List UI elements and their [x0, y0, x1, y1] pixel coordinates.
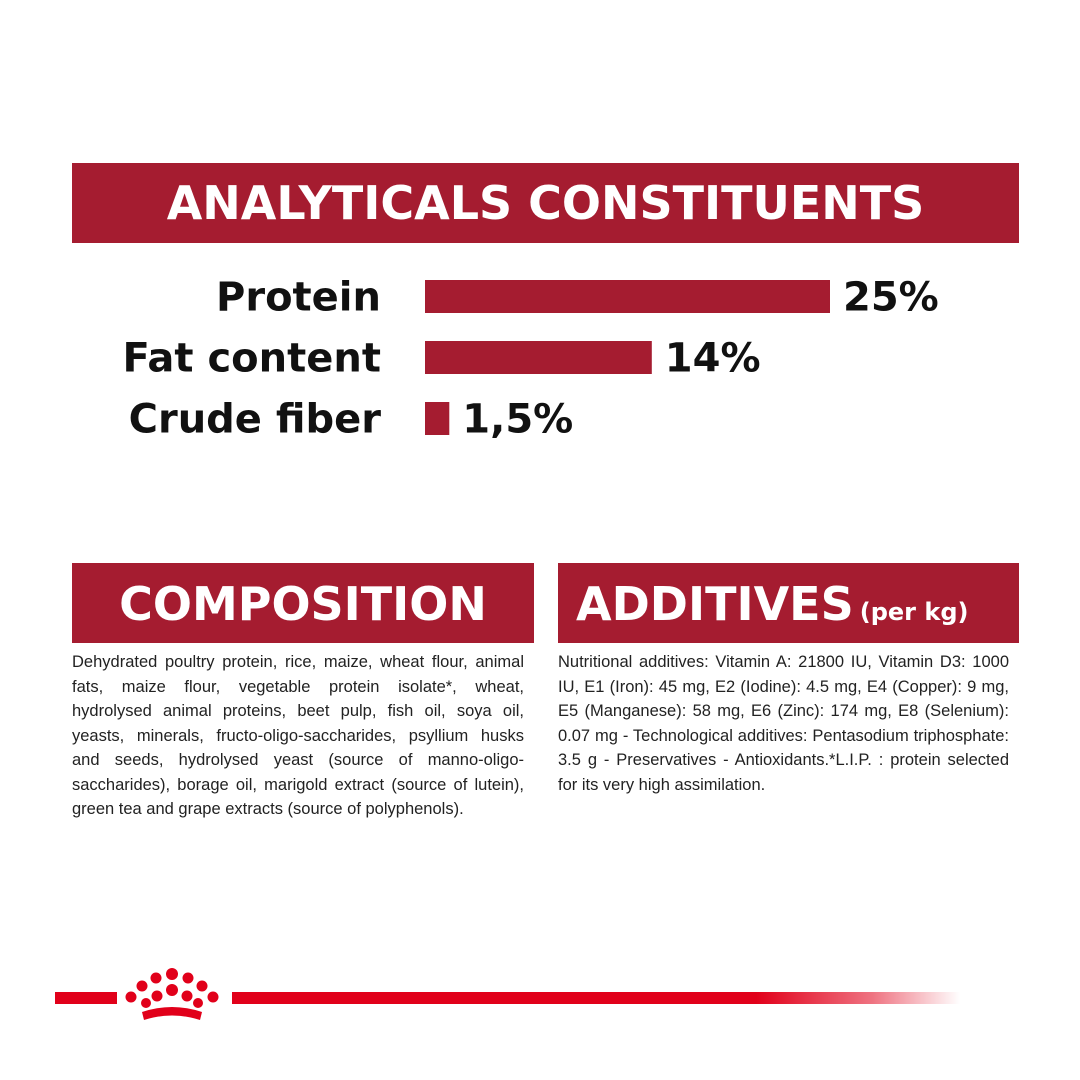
additives-heading-label: ADDITIVES	[576, 577, 854, 631]
analytical-constituents-heading: ANALYTICALS CONSTITUENTS	[72, 163, 1019, 243]
bar	[425, 280, 830, 313]
additives-heading-suffix: (per kg)	[859, 598, 969, 626]
category-label: Fat content	[122, 335, 381, 382]
value-label: 25%	[843, 274, 939, 321]
royal-canin-crown-icon	[120, 966, 224, 1026]
category-label: Crude fiber	[128, 396, 381, 443]
footer-line-left	[55, 992, 117, 1004]
value-label: 14%	[664, 335, 761, 382]
footer-line-right	[232, 992, 960, 1004]
category-label: Protein	[216, 274, 381, 321]
composition-text: Dehydrated poultry protein, rice, maize, wheat flour, animal fats, maize flour, vegetable protein isolate*, wheat, hydrolysed animal proteins, beet pulp, fish oil, soya oil, yeasts, minerals, fructo-oligo-saccharides, psyllium husks and seeds, hydrolysed yeast (source of manno-oligo-saccharides), borage oil, marigold extract (source of lutein), green tea and grape extracts (source of polyphenols).	[72, 653, 524, 818]
bar	[425, 402, 449, 435]
value-label: 1,5%	[462, 396, 574, 443]
additives-text: Nutritional additives: Vitamin A: 21800 IU, Vitamin D3: 1000 IU, E1 (Iron): 45 mg, E2 (Iodine): 4.5 mg, E4 (Copper): 9 mg, E5 (Manganese): 58 mg, E6 (Zinc): 174 mg, E8 (Selenium): 0.07 mg - Technological additives: Pentasodium triphosphate: 3.5 g - Preservatives - Antioxidants.*L.I.P. : protein selected for its very high assimilation.	[558, 653, 1009, 794]
bar	[425, 341, 652, 374]
additives-heading	[558, 563, 1019, 643]
constituents-bar-chart	[0, 260, 1080, 460]
composition-heading: COMPOSITION	[72, 563, 534, 643]
